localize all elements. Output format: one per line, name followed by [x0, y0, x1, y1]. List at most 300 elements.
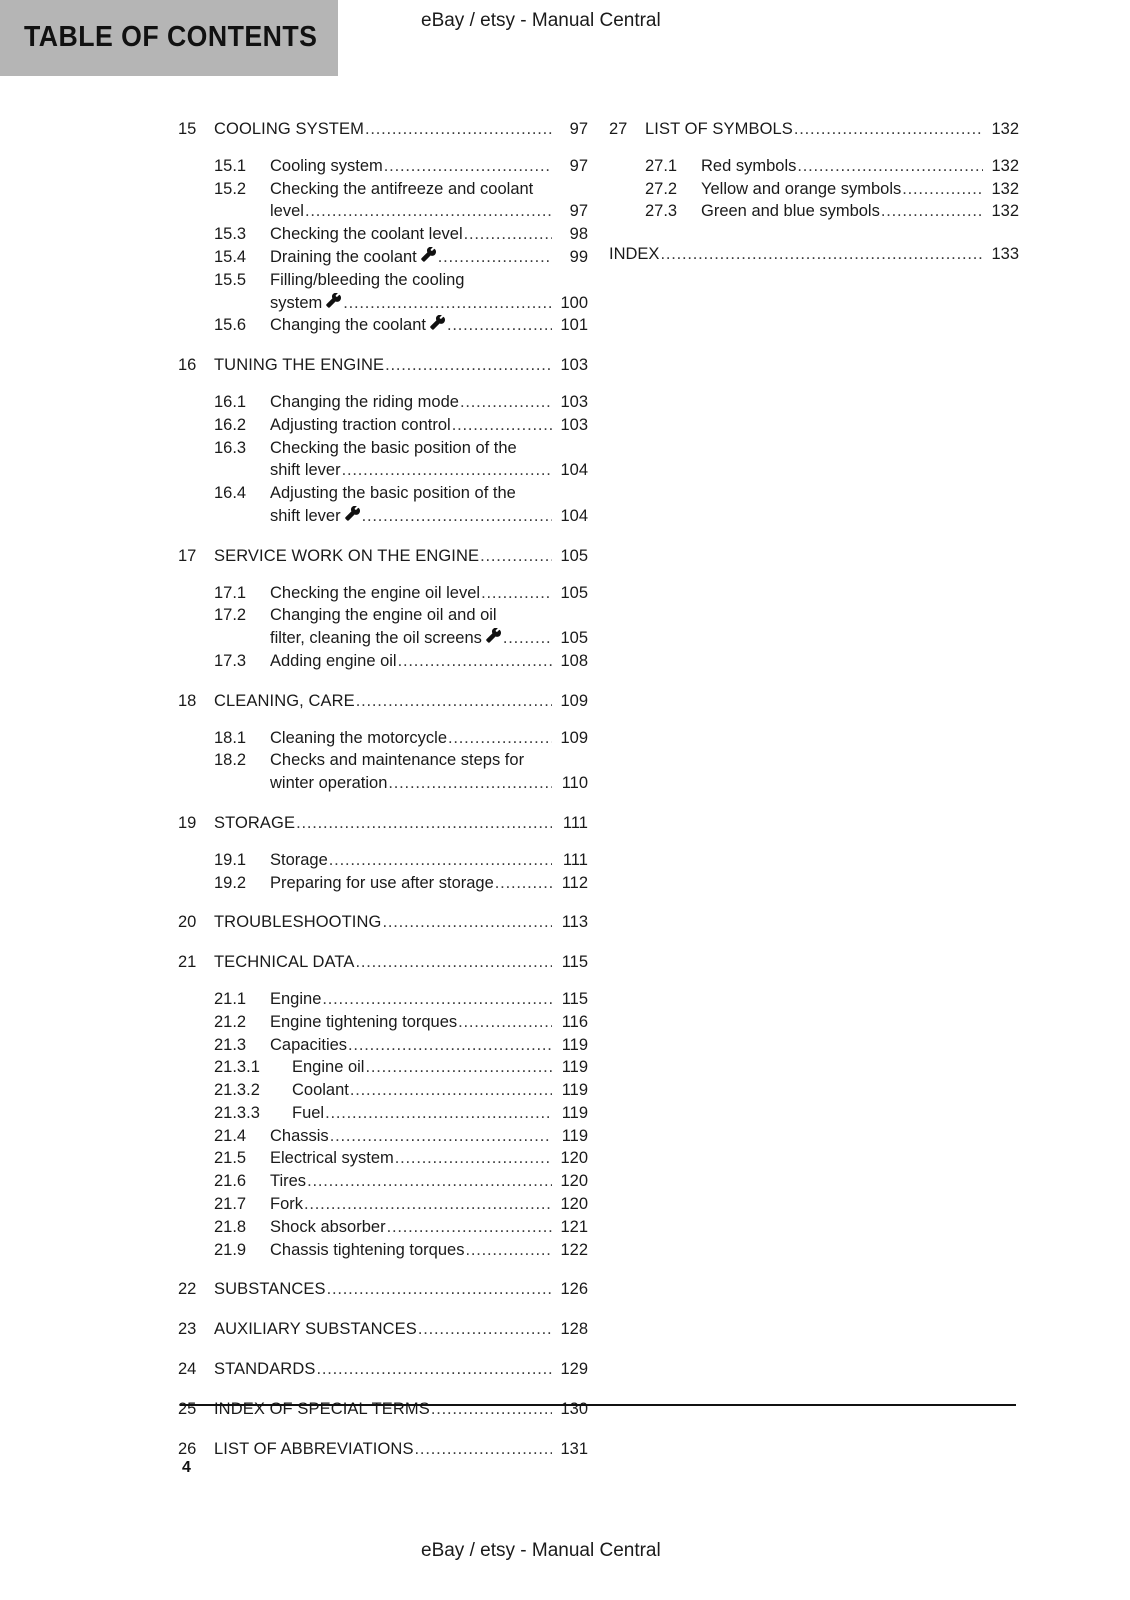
toc-entry-number: 26	[178, 1439, 197, 1458]
toc-entry[interactable]	[178, 650, 588, 673]
toc-entry-page: 103	[560, 392, 588, 411]
toc-entry-body	[214, 951, 588, 974]
toc-entry-body	[270, 155, 588, 178]
toc-entry-body	[270, 604, 588, 627]
toc-entry[interactable]	[178, 690, 588, 713]
toc-entry-title: Chassis	[270, 1126, 329, 1145]
toc-leader-dots	[296, 812, 552, 835]
toc-entry-number: 25	[178, 1399, 197, 1418]
toc-leader-dots	[398, 650, 552, 673]
toc-entry-number: 21.3.3	[214, 1103, 260, 1122]
toc-leader-dots	[362, 505, 552, 528]
toc-leader-dots	[322, 988, 552, 1011]
toc-entry[interactable]	[178, 1079, 588, 1102]
toc-entry-title: Adjusting traction control	[270, 415, 451, 434]
toc-entry-body	[270, 582, 588, 605]
toc-entry-page: 119	[561, 1126, 588, 1145]
toc-entry-number: 27	[609, 120, 628, 138]
toc-entry-number: 24	[178, 1360, 197, 1379]
toc-entry-page: 115	[561, 989, 588, 1008]
toc-leader-dots	[495, 872, 552, 895]
toc-entry[interactable]	[178, 951, 588, 974]
toc-leader-dots	[452, 414, 552, 437]
toc-entry-number: 21.1	[214, 989, 247, 1008]
toc-entry-page: 112	[561, 873, 588, 892]
toc-entry-page: 132	[991, 156, 1019, 175]
toc-leader-dots	[388, 772, 552, 795]
toc-entry-page: 128	[560, 1320, 588, 1339]
toc-entry-body	[645, 118, 1019, 141]
toc-leader-dots	[465, 1239, 552, 1262]
toc-entry-body	[270, 849, 588, 872]
toc-entry-title: AUXILIARY SUBSTANCES	[214, 1320, 417, 1339]
toc-entry-body	[270, 988, 588, 1011]
toc-entry-page: 101	[560, 316, 588, 335]
toc-entry-page: 97	[569, 156, 588, 175]
toc-entry-page: 120	[560, 1149, 588, 1168]
toc-entry-body	[270, 1170, 588, 1193]
toc-entry-page: 104	[560, 506, 588, 525]
toc-entry[interactable]	[178, 1170, 588, 1193]
toc-entry-title: Checking the basic position of the	[270, 438, 517, 457]
toc-entry-page: 132	[991, 179, 1019, 198]
toc-entry-page: 98	[569, 225, 588, 244]
toc-leader-dots	[797, 155, 983, 178]
toc-entry-page: 109	[560, 691, 588, 710]
toc-entry[interactable]	[178, 749, 588, 772]
toc-entry-body	[270, 223, 588, 246]
toc-entry-title: COOLING SYSTEM	[214, 120, 364, 138]
toc-entry-body	[214, 1398, 588, 1421]
toc-entry-body	[292, 1079, 588, 1102]
toc-entry-body	[214, 1358, 588, 1381]
toc-entry-title: TECHNICAL DATA	[214, 953, 355, 972]
toc-leader-dots	[881, 200, 983, 223]
toc-entry-page: 100	[560, 293, 588, 312]
toc-entry-body	[270, 269, 588, 292]
toc-entry-number: 27.3	[645, 202, 678, 221]
toc-leader-dots	[307, 1170, 552, 1193]
toc-entry[interactable]	[609, 155, 1019, 178]
toc-entry[interactable]	[178, 582, 588, 605]
toc-leader-dots	[902, 178, 983, 201]
toc-entry-number: 22	[178, 1280, 197, 1299]
toc-entry-body	[270, 178, 588, 201]
toc-leader-dots	[382, 911, 552, 934]
toc-entry-title: Cleaning the motorcycle	[270, 728, 448, 747]
toc-entry-continuation[interactable]	[178, 505, 588, 528]
footer-divider	[180, 1404, 1016, 1406]
toc-entry-number: 16	[178, 356, 197, 375]
toc-entry-page: 122	[560, 1240, 588, 1259]
toc-entry-body	[214, 812, 588, 835]
toc-entry-number: 21.3	[214, 1035, 247, 1054]
toc-entry-body	[214, 118, 588, 141]
toc-entry-body	[214, 354, 588, 377]
toc-entry-title-continued: shift lever	[270, 506, 341, 525]
footer-watermark: eBay / etsy - Manual Central	[421, 1540, 661, 1561]
toc-entry-page: 116	[561, 1012, 588, 1031]
toc-entry-body	[214, 1438, 588, 1461]
toc-entry-body	[270, 1239, 588, 1262]
toc-entry[interactable]	[178, 482, 588, 505]
toc-entry-body	[609, 243, 1019, 266]
toc-entry[interactable]	[178, 1102, 588, 1125]
toc-entry[interactable]	[178, 727, 588, 750]
wrench-icon	[430, 315, 445, 330]
toc-entry[interactable]	[178, 1438, 588, 1461]
toc-leader-dots	[418, 1318, 552, 1341]
toc-entry-title: Changing the coolant	[270, 316, 426, 335]
toc-entry-title: Preparing for use after storage	[270, 873, 494, 892]
toc-entry-number: 17.1	[214, 583, 247, 602]
toc-entry-title: Checking the antifreeze and coolant	[270, 179, 534, 198]
toc-entry-page: 119	[561, 1058, 588, 1077]
toc-entry[interactable]	[178, 155, 588, 178]
toc-entry-title: Adding engine oil	[270, 651, 397, 670]
toc-leader-dots	[348, 1034, 552, 1057]
wrench-icon	[326, 293, 341, 308]
toc-entry-number: 27.2	[645, 179, 678, 198]
toc-leader-dots	[304, 1193, 552, 1216]
header-watermark: eBay / etsy - Manual Central	[421, 10, 661, 31]
toc-entry-page: 109	[560, 728, 588, 747]
toc-entry-page: 104	[560, 461, 588, 480]
toc-entry-title: Engine oil	[292, 1058, 365, 1077]
toc-entry-page: 131	[560, 1439, 588, 1458]
toc-entry-body	[270, 872, 588, 895]
toc-entry-number: 16.4	[214, 484, 247, 503]
toc-entry-title: SERVICE WORK ON THE ENGINE	[214, 546, 480, 565]
toc-entry-continuation[interactable]	[178, 200, 588, 223]
toc-entry-body	[270, 292, 588, 315]
toc-entry[interactable]	[178, 1216, 588, 1239]
toc-entry-number: 19	[178, 813, 197, 832]
toc-entry-page: 133	[991, 245, 1019, 264]
toc-entry-body	[214, 1278, 588, 1301]
toc-entry-number: 16.1	[214, 392, 247, 411]
toc-entry-page: 99	[569, 247, 588, 266]
toc-entry-title: SUBSTANCES	[214, 1280, 326, 1299]
toc-entry[interactable]	[178, 988, 588, 1011]
toc-entry-title: Shock absorber	[270, 1217, 386, 1236]
toc-entry-number: 15.1	[214, 156, 247, 175]
toc-entry-page: 119	[561, 1081, 588, 1100]
toc-leader-dots	[458, 1011, 552, 1034]
toc-entry[interactable]	[178, 1011, 588, 1034]
toc-leader-dots	[325, 1102, 552, 1125]
toc-entry-number: 19.1	[214, 850, 247, 869]
toc-entry-title: Cooling system	[270, 156, 383, 175]
toc-entry-page: 126	[560, 1280, 588, 1299]
table-of-contents-banner	[0, 0, 338, 76]
toc-entry-page: 120	[560, 1172, 588, 1191]
toc-entry-title: INDEX	[609, 245, 660, 264]
toc-entry-page: 113	[561, 913, 588, 932]
toc-entry-continuation[interactable]	[178, 459, 588, 482]
toc-entry-body	[270, 391, 588, 414]
toc-entry-page: 103	[560, 415, 588, 434]
toc-entry[interactable]	[178, 1398, 588, 1421]
toc-entry[interactable]	[178, 872, 588, 895]
toc-entry[interactable]	[178, 314, 588, 337]
toc-entry-title: Red symbols	[701, 156, 797, 175]
toc-entry-page: 130	[560, 1399, 588, 1418]
toc-entry-number: 21.8	[214, 1217, 247, 1236]
toc-leader-dots	[365, 1056, 552, 1079]
toc-entry-continuation[interactable]	[178, 627, 588, 650]
toc-entry-number: 20	[178, 913, 197, 932]
toc-leader-dots	[387, 1216, 552, 1239]
toc-entry-number: 17	[178, 546, 197, 565]
toc-entry-body	[270, 749, 588, 772]
toc-leader-dots	[384, 155, 552, 178]
toc-entry-title-continued: shift lever	[270, 461, 341, 480]
toc-leader-dots	[660, 243, 983, 266]
toc-entry[interactable]	[609, 200, 1019, 223]
toc-entry-body	[270, 414, 588, 437]
toc-entry-number: 21.4	[214, 1126, 247, 1145]
toc-entry-number: 15.5	[214, 270, 247, 289]
toc-entry-page: 115	[561, 953, 588, 972]
toc-entry-body	[214, 690, 588, 713]
toc-leader-dots	[481, 582, 552, 605]
toc-entry-number: 21.7	[214, 1195, 247, 1214]
toc-entry-body	[270, 200, 588, 223]
toc-entry[interactable]	[178, 178, 588, 201]
toc-entry-page: 120	[560, 1195, 588, 1214]
toc-entry-page: 105	[560, 629, 588, 648]
toc-entry-number: 27.1	[645, 156, 678, 175]
toc-entry-number: 21.3.2	[214, 1081, 260, 1100]
toc-entry-body	[270, 627, 588, 650]
toc-entry-number: 21.6	[214, 1172, 247, 1191]
toc-entry-body	[701, 155, 1019, 178]
toc-entry-title: Changing the engine oil and oil	[270, 606, 497, 625]
toc-entry-title: LIST OF ABBREVIATIONS	[214, 1439, 414, 1458]
toc-entry-title: Checking the coolant level	[270, 225, 463, 244]
toc-entry[interactable]	[178, 604, 588, 627]
toc-leader-dots	[395, 1147, 552, 1170]
toc-entry-number: 18	[178, 691, 197, 710]
toc-leader-dots	[356, 690, 552, 713]
toc-leader-dots	[503, 627, 552, 650]
toc-leader-dots	[464, 223, 552, 246]
toc-entry-page: 129	[560, 1360, 588, 1379]
toc-entry-body	[270, 1193, 588, 1216]
toc-entry-title-continued: winter operation	[270, 774, 388, 793]
toc-entry-number: 15.3	[214, 225, 247, 244]
toc-entry-body	[292, 1102, 588, 1125]
toc-entry[interactable]	[178, 269, 588, 292]
toc-leader-dots	[329, 849, 552, 872]
toc-entry-body	[270, 459, 588, 482]
toc-entry-number: 18.1	[214, 728, 247, 747]
toc-entry[interactable]	[178, 437, 588, 460]
toc-entry[interactable]	[178, 812, 588, 835]
toc-leader-dots	[355, 951, 552, 974]
toc-entry-number: 17.2	[214, 606, 247, 625]
toc-entry-page: 119	[561, 1103, 588, 1122]
toc-entry-page: 108	[560, 651, 588, 670]
toc-entry-page: 105	[560, 583, 588, 602]
toc-entry-page: 132	[991, 120, 1019, 138]
toc-entry-body	[270, 772, 588, 795]
toc-entry[interactable]	[178, 1034, 588, 1057]
toc-entry-page: 121	[560, 1217, 588, 1236]
toc-entry-title: Yellow and orange symbols	[701, 179, 902, 198]
toc-entry[interactable]	[178, 1147, 588, 1170]
toc-leader-dots	[415, 1438, 552, 1461]
toc-leader-dots	[327, 1278, 552, 1301]
toc-entry-body	[701, 178, 1019, 201]
toc-entry-number: 21	[178, 953, 197, 972]
toc-entry-number: 15	[178, 120, 197, 138]
toc-entry-title: Checking the engine oil level	[270, 583, 481, 602]
toc-entry-number: 15.2	[214, 179, 247, 198]
toc-entry-page: 111	[562, 850, 588, 869]
toc-entry-title: Coolant	[292, 1081, 349, 1100]
toc-entry[interactable]	[178, 1239, 588, 1262]
toc-entry[interactable]	[609, 178, 1019, 201]
toc-leader-dots	[365, 118, 552, 141]
toc-entry-title-continued: system	[270, 293, 323, 312]
wrench-icon	[345, 506, 360, 521]
toc-entry-page: 97	[569, 202, 588, 221]
toc-entry-body	[270, 1125, 588, 1148]
toc-entry-number: 17.3	[214, 651, 247, 670]
toc-entry-body	[270, 505, 588, 528]
toc-entry[interactable]	[178, 1358, 588, 1381]
toc-entry-body	[270, 650, 588, 673]
toc-entry-title: Tires	[270, 1172, 307, 1191]
page-number: 4	[182, 1459, 191, 1476]
toc-entry[interactable]	[178, 545, 588, 568]
toc-entry[interactable]	[178, 1056, 588, 1079]
toc-entry-body	[270, 1216, 588, 1239]
toc-column-left	[178, 118, 588, 1460]
toc-entry-number: 16.2	[214, 415, 247, 434]
toc-entry-body	[270, 437, 588, 460]
toc-entry-number: 21.3.1	[214, 1058, 260, 1077]
toc-entry[interactable]	[178, 354, 588, 377]
toc-entry-number: 21.2	[214, 1012, 247, 1031]
toc-entry-title: Changing the riding mode	[270, 392, 459, 411]
toc-entry-body	[214, 545, 588, 568]
toc-entry[interactable]	[178, 414, 588, 437]
toc-leader-dots	[460, 391, 552, 414]
toc-entry-number: 18.2	[214, 751, 247, 770]
toc-entry[interactable]	[178, 1318, 588, 1341]
toc-entry-title: Storage	[270, 850, 328, 869]
toc-entry-body	[214, 911, 588, 934]
toc-entry-body	[270, 727, 588, 750]
toc-leader-dots	[448, 727, 552, 750]
toc-entry-title: INDEX OF SPECIAL TERMS	[214, 1399, 430, 1418]
toc-entry-title: Draining the coolant	[270, 247, 417, 266]
toc-entry-continuation[interactable]	[178, 292, 588, 315]
toc-entry-title: Checks and maintenance steps for	[270, 751, 525, 770]
toc-entry[interactable]	[609, 118, 1019, 141]
toc-leader-dots	[447, 314, 552, 337]
toc-entry-title: Electrical system	[270, 1149, 394, 1168]
toc-entry-page: 119	[561, 1035, 588, 1054]
toc-entry-title: Capacities	[270, 1035, 348, 1054]
toc-leader-dots	[343, 292, 552, 315]
toc-entry[interactable]	[178, 911, 588, 934]
toc-leader-dots	[385, 354, 552, 377]
toc-leader-dots	[350, 1079, 552, 1102]
toc-entry-title: Filling/bleeding the cooling	[270, 270, 465, 289]
toc-leader-dots	[794, 118, 983, 141]
toc-entry-page: 103	[560, 356, 588, 375]
toc-entry-title: TROUBLESHOOTING	[214, 913, 382, 932]
toc-entry[interactable]	[178, 246, 588, 269]
toc-leader-dots	[480, 545, 552, 568]
toc-entry-title: CLEANING, CARE	[214, 691, 355, 710]
toc-entry-body	[270, 314, 588, 337]
toc-entry-title: TUNING THE ENGINE	[214, 356, 385, 375]
toc-entry[interactable]	[609, 243, 1019, 266]
toc-entry[interactable]	[178, 118, 588, 141]
toc-entry-number: 19.2	[214, 873, 247, 892]
toc-entry-page: 111	[562, 813, 588, 832]
toc-entry[interactable]	[178, 391, 588, 414]
toc-entry-title: STANDARDS	[214, 1360, 316, 1379]
toc-entry-page: 132	[991, 202, 1019, 221]
toc-entry-title: Adjusting the basic position of the	[270, 484, 516, 503]
toc-entry-body	[270, 246, 588, 269]
toc-entry-title: Green and blue symbols	[701, 202, 880, 221]
toc-leader-dots	[342, 459, 552, 482]
toc-entry-title: LIST OF SYMBOLS	[645, 120, 793, 138]
toc-entry-number: 15.6	[214, 316, 247, 335]
toc-entry-body	[214, 1318, 588, 1341]
toc-entry-body	[270, 482, 588, 505]
toc-entry-number: 21.5	[214, 1149, 247, 1168]
toc-entry-body	[270, 1034, 588, 1057]
toc-column-right	[609, 118, 1019, 266]
toc-entry-title-continued: level	[270, 202, 304, 221]
toc-entry-title: Chassis tightening torques	[270, 1240, 465, 1259]
toc-entry-title-continued: filter, cleaning the oil screens	[270, 629, 482, 648]
toc-entry-number: 16.3	[214, 438, 247, 457]
toc-entry-title: Engine tightening torques	[270, 1012, 458, 1031]
toc-leader-dots	[305, 200, 552, 223]
toc-entry-title: STORAGE	[214, 813, 296, 832]
toc-entry-title: Fuel	[292, 1103, 325, 1122]
toc-entry[interactable]	[178, 1278, 588, 1301]
toc-entry-number: 15.4	[214, 247, 247, 266]
toc-entry[interactable]	[178, 1125, 588, 1148]
toc-leader-dots	[438, 246, 552, 269]
toc-entry-body	[292, 1056, 588, 1079]
toc-entry-body	[270, 1147, 588, 1170]
toc-entry-body	[701, 200, 1019, 223]
toc-entry-title: Fork	[270, 1195, 303, 1214]
toc-leader-dots	[316, 1358, 552, 1381]
toc-entry-body	[270, 1011, 588, 1034]
toc-entry[interactable]	[178, 1193, 588, 1216]
toc-entry-page: 110	[561, 774, 588, 793]
toc-leader-dots	[431, 1398, 552, 1421]
toc-entry-number: 21.9	[214, 1240, 247, 1259]
toc-entry[interactable]	[178, 849, 588, 872]
toc-entry-continuation[interactable]	[178, 772, 588, 795]
toc-entry-page: 105	[560, 546, 588, 565]
toc-entry[interactable]	[178, 223, 588, 246]
wrench-icon	[486, 628, 501, 643]
